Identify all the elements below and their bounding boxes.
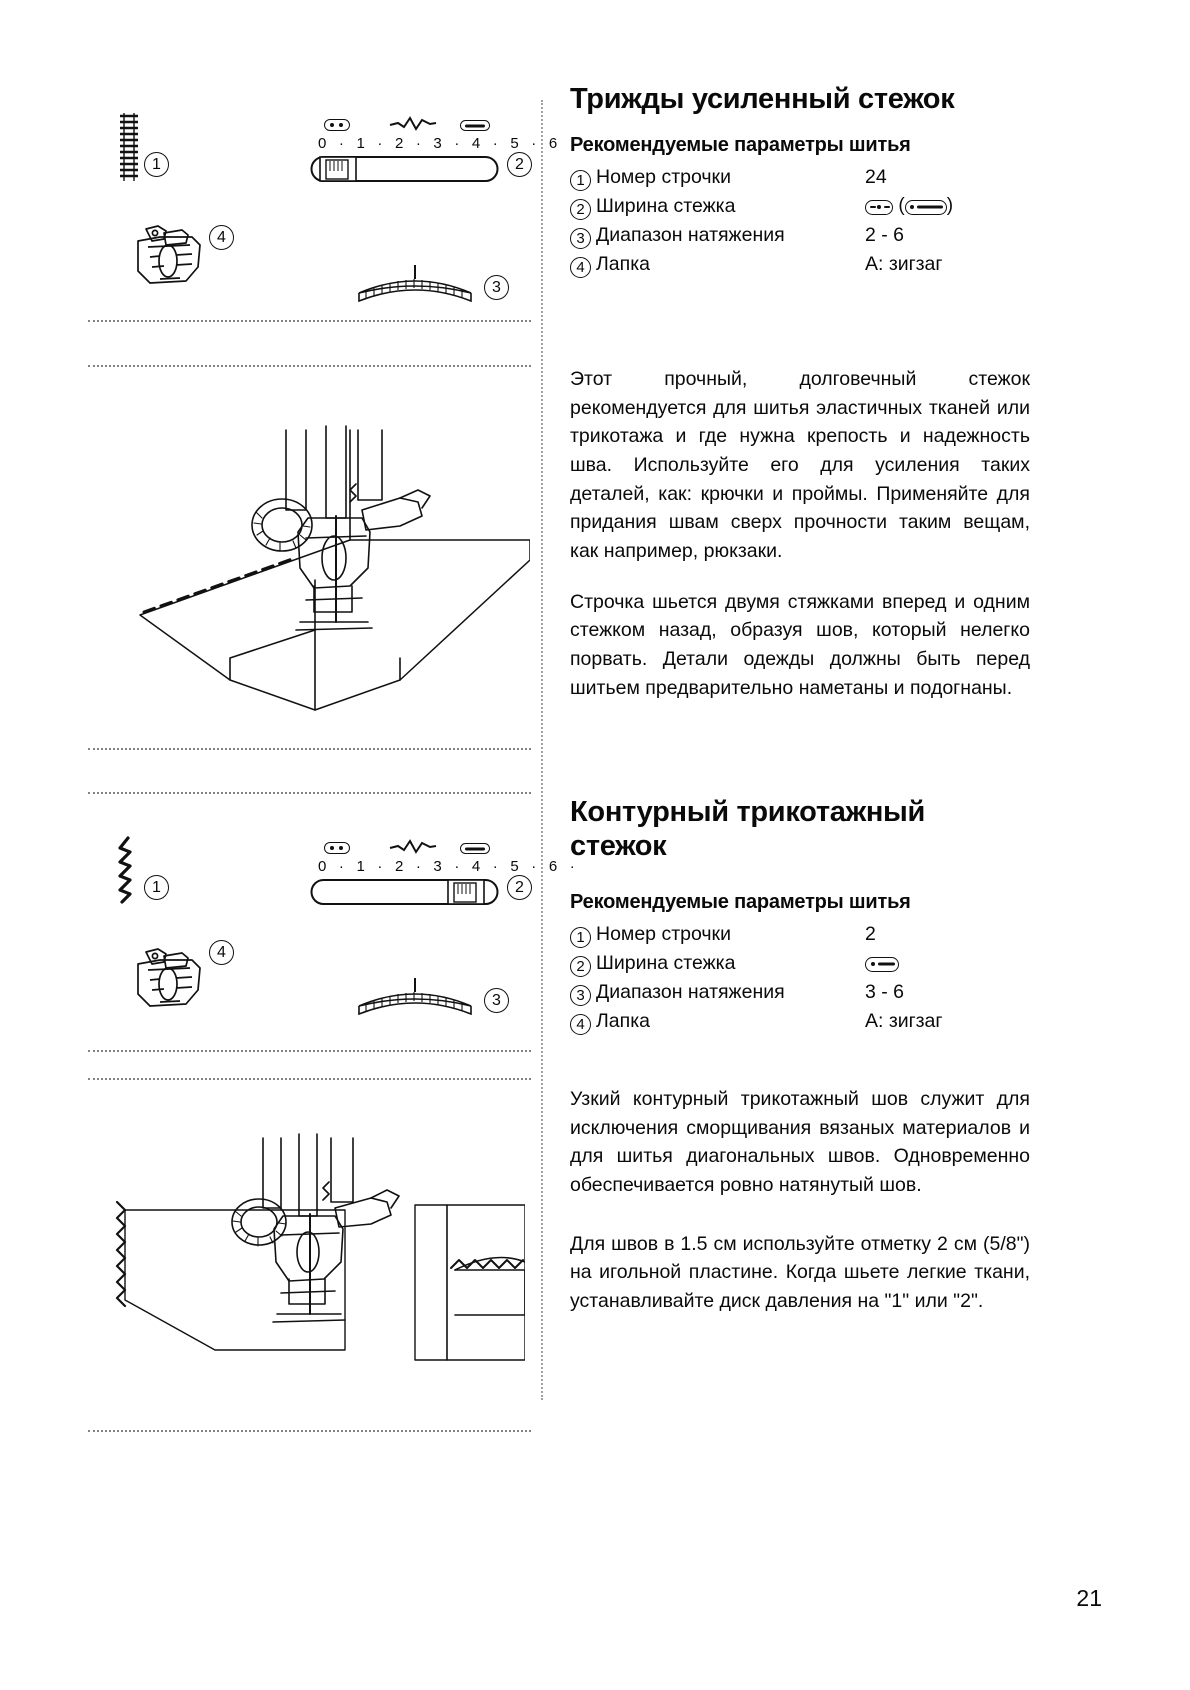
- wide-width-glyph-icon: [905, 200, 947, 215]
- outline-knit-stitch-pattern-icon: [110, 836, 150, 906]
- section-title: Трижды усиленный стежок: [570, 83, 955, 115]
- params-title: Рекомендуемые параметры шитья: [570, 891, 911, 914]
- tension-dial-icon: [356, 976, 474, 1020]
- zigzag-glyph-icon: [388, 838, 438, 856]
- separator-rule: [88, 748, 531, 750]
- param-value: A: зигзаг: [865, 253, 943, 276]
- body-paragraph: Строчка шьется двумя стяжками вперед и одним стежком назад, образуя шов, который нелегко порвать. Детали одежды должны быть перед шитьем предварительно наметаны и подогнаны.: [570, 590, 1030, 699]
- param-label: Номер строчки: [596, 923, 731, 946]
- param-number: 1: [570, 920, 596, 949]
- param-label: Диапазон натяжения: [596, 981, 785, 1004]
- narrow-width-glyph-icon: [865, 200, 893, 215]
- separator-rule: [88, 1078, 531, 1080]
- body-paragraph: Для швов в 1.5 см используйте отметку 2 см (5/8") на игольной пластине. Когда шьете легкие ткани, устанавливайте диск давления на "1" или "2".: [570, 1232, 1030, 1312]
- illustration-sewing-machine-triple-stretch: [100, 390, 530, 740]
- param-label: Лапка: [596, 253, 651, 276]
- paren-close: ): [946, 195, 954, 217]
- table-row: [570, 221, 1030, 250]
- table-row: [570, 920, 1030, 949]
- stitch-width-slider-group: [310, 838, 579, 908]
- param-value-width-glyphs: [865, 192, 1030, 221]
- diagram-outline-knit-stitch: [88, 818, 579, 1033]
- param-label: Диапазон натяжения: [596, 224, 785, 247]
- recommended-params-table: [570, 920, 1030, 1036]
- callout-2: 2: [507, 875, 532, 900]
- callout-1: 1: [144, 875, 169, 900]
- narrow-width-glyph-icon: [324, 119, 350, 131]
- body-paragraph: Узкий контурный трикотажный шов служит для исключения сморщивания вязаных материалов и для шитья диагональных швов. Одновременно обеспечивается ровно натянутый шов.: [570, 1088, 1030, 1196]
- param-number: 2: [570, 192, 596, 221]
- param-number: 3: [570, 221, 596, 250]
- stitch-width-slider-track[interactable]: [310, 155, 500, 185]
- table-row: [570, 250, 1030, 279]
- param-label: Ширина стежка: [596, 952, 736, 975]
- column-divider-rule: [541, 100, 543, 1400]
- param-number: 2: [570, 949, 596, 978]
- callout-1: 1: [144, 152, 169, 177]
- param-value-width-glyph: [865, 949, 1030, 978]
- recommended-params-table: [570, 163, 1030, 279]
- diagram-triple-stretch-stitch: [88, 95, 579, 310]
- section-title: Контурный трикотажный стежок: [570, 796, 926, 863]
- illustration-sewing-machine-outline-knit: [95, 1110, 525, 1420]
- callout-4: 4: [209, 940, 234, 965]
- stitch-width-slider-group: [310, 115, 579, 185]
- stitch-width-scale: 0 · 1 · 2 · 3 · 4 · 5 · 6 ·: [318, 135, 579, 152]
- section-outline-knit-stitch: [570, 795, 1030, 1036]
- section-outline-knit-body: [570, 1085, 1030, 1316]
- separator-rule: [88, 1050, 531, 1052]
- separator-rule: [88, 1430, 531, 1432]
- separator-rule: [88, 365, 531, 367]
- table-row: [570, 192, 1030, 221]
- zigzag-glyph-icon: [388, 115, 438, 133]
- param-number: 4: [570, 1007, 596, 1036]
- wide-width-glyph-icon: [460, 120, 490, 131]
- stitch-width-slider-track[interactable]: [310, 878, 500, 908]
- param-label: Номер строчки: [596, 166, 731, 189]
- zigzag-presser-foot-icon: [130, 223, 208, 289]
- table-row: [570, 978, 1030, 1007]
- param-number: 1: [570, 163, 596, 192]
- body-paragraph: Этот прочный, долговечный стежок рекомендуется для шитья эластичных тканей или трикотажа и где нужна крепость и надежность шва. Используйте его для усиления таких деталей, как: крючки и проймы. Применяйте для придания швам сверх прочности таким вещам, как например, рюкзаки.: [570, 368, 1030, 562]
- params-title: Рекомендуемые параметры шитья: [570, 134, 911, 157]
- table-row: [570, 949, 1030, 978]
- param-value: 24: [865, 166, 887, 189]
- callout-4: 4: [209, 225, 234, 250]
- narrow-width-glyph-icon: [865, 957, 899, 972]
- narrow-width-glyph-icon: [324, 842, 350, 854]
- param-number: 3: [570, 978, 596, 1007]
- section-triple-stretch-stitch: [570, 82, 1030, 279]
- stitch-width-scale: 0 · 1 · 2 · 3 · 4 · 5 · 6 ·: [318, 858, 579, 875]
- zigzag-presser-foot-icon: [130, 946, 208, 1012]
- param-label: Ширина стежка: [596, 195, 736, 218]
- param-value: A: зигзаг: [865, 1010, 943, 1033]
- table-row: [570, 1007, 1030, 1036]
- paren-open: (: [898, 195, 905, 217]
- callout-3: 3: [484, 275, 509, 300]
- param-number: 4: [570, 250, 596, 279]
- param-value: 2 - 6: [865, 224, 905, 247]
- table-row: [570, 163, 1030, 192]
- tension-dial-icon: [356, 263, 474, 307]
- page-number: 21: [1076, 1585, 1102, 1611]
- param-value: 2: [865, 923, 876, 946]
- wide-width-glyph-icon: [460, 843, 490, 854]
- param-value: 3 - 6: [865, 981, 905, 1004]
- separator-rule: [88, 320, 531, 322]
- param-label: Лапка: [596, 1010, 651, 1033]
- section-triple-stretch-body: [570, 365, 1030, 702]
- callout-3: 3: [484, 988, 509, 1013]
- callout-2: 2: [507, 152, 532, 177]
- separator-rule: [88, 792, 531, 794]
